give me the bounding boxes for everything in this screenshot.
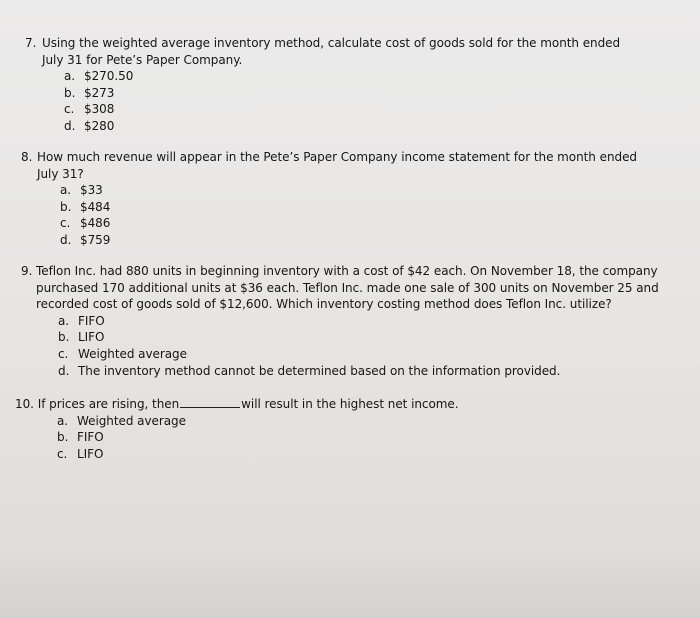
answer-option [64,68,645,85]
option-text: The inventory method cannot be determined based on the information provided. [78,363,561,378]
answer-option [57,413,575,430]
option-letter: a. [60,183,72,198]
fill-in-blank [180,396,240,408]
answer-option [60,232,645,249]
option-letter: c. [64,102,75,117]
option-text: $273 [84,85,115,100]
option-letter: a. [58,313,70,328]
option-text: FIFO [78,313,105,328]
answer-options [64,68,645,134]
answer-option [60,215,645,232]
option-letter: c. [57,446,68,461]
option-letter: b. [60,199,72,214]
option-letter: a. [57,413,69,428]
option-letter: c. [60,216,71,231]
option-letter: a. [64,69,76,84]
option-letter: d. [60,232,72,247]
question-text: Using the weighted average inventory method, calculate cost of goods sold for the month ended July 31 for Pete’s Paper Company. [42,36,621,67]
option-letter: b. [57,430,69,445]
option-letter: d. [58,363,70,378]
option-letter: d. [64,118,76,133]
answer-option [60,182,645,199]
question-number: 10. [15,397,34,411]
answer-option [58,313,661,330]
answer-option [57,429,575,446]
option-letter: b. [64,85,76,100]
answer-option [58,363,661,380]
option-text: Weighted average [78,346,187,361]
option-text: $486 [80,216,111,231]
answer-options [57,413,575,463]
paper-shadow [0,548,700,618]
option-text: $484 [80,199,111,214]
answer-option [64,85,645,102]
option-text: $308 [84,102,115,117]
option-text: FIFO [77,430,104,445]
option-text: Weighted average [77,413,186,428]
question-text-before: If prices are rising, then [37,397,180,411]
option-text: $270.50 [84,69,134,84]
answer-option [64,118,645,135]
question-7 [25,35,645,135]
option-letter: b. [58,330,70,345]
option-text: $280 [84,118,115,133]
question-text: How much revenue will appear in the Pete’s Paper Company income statement for the month ended July 31? [37,150,637,181]
question-number: 7. [25,36,37,50]
answer-option [60,199,645,216]
question-8 [21,149,645,249]
answer-option [58,346,661,363]
question-number: 8. [21,150,33,164]
question-10 [15,396,575,462]
option-text: $33 [80,183,103,198]
answer-option [57,446,575,463]
answer-options [58,313,661,379]
answer-option [58,329,661,346]
question-text: Teflon Inc. had 880 units in beginning inventory with a cost of $42 each. On November 18, the company purchased 170 additional units at $36 each. Teflon Inc. made one sale of 300 units on November 25 and recorded cost of goods sold of $12,600. Which inventory costing method does Teflon Inc. utilize? [36,264,659,312]
question-9 [21,263,661,379]
answer-option [64,101,645,118]
question-text [15,396,575,413]
option-text: LIFO [77,446,104,461]
answer-options [60,182,645,248]
question-text-after: will result in the highest net income. [241,397,459,411]
option-text: $759 [80,232,111,247]
option-letter: c. [58,346,69,361]
question-number: 9. [21,264,33,278]
option-text: LIFO [78,330,105,345]
